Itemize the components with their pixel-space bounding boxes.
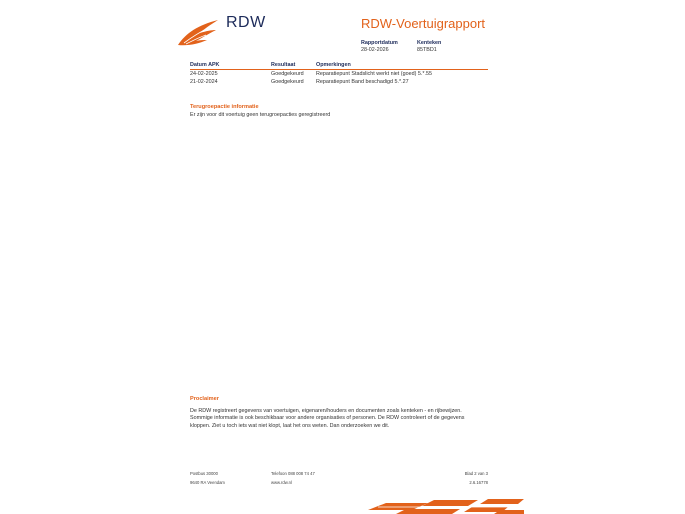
- rapportdatum-value: 28-02-2026: [361, 47, 389, 53]
- rapportdatum-block: [361, 40, 398, 54]
- proclaimer-heading: Proclaimer: [190, 396, 219, 402]
- footer-postbus: Postbus 30000: [190, 471, 218, 476]
- table-cell-opmerkingen: Reparatiepunt Stadslicht werkt niet (goed) 5.*.55: [316, 71, 432, 77]
- proclaimer-line: kloppen. Ziet u toch iets wat niet klopt, laat het ons weten. Dan onderzoeken we dit.: [190, 422, 390, 429]
- table-row: [190, 78, 488, 86]
- footer-telefoon: Telefoon 088 008 74 47: [271, 471, 315, 476]
- rdw-logo-icon: [176, 19, 220, 47]
- column-header-resultaat: Resultaat: [271, 60, 316, 70]
- kenteken-label: Kenteken: [417, 40, 442, 46]
- table-cell-resultaat: Goedgekeurd: [271, 71, 304, 77]
- table-cell-datum: 24-02-2025: [190, 71, 218, 77]
- terugroep-text: Er zijn voor dit voertuig geen terugroepacties geregistreerd: [190, 112, 331, 118]
- table-cell-resultaat: Goedgekeurd: [271, 79, 304, 85]
- proclaimer-line: De RDW registreert gegevens van voertuigen, eigenaren/houders en documenten zoals kenteken - en rijbewijzen.: [190, 408, 462, 414]
- kenteken-value: 85TBD1: [417, 47, 437, 53]
- table-cell-opmerkingen: Reparatiepunt Band beschadigd 5.*.27: [316, 79, 409, 85]
- apk-table: [190, 60, 488, 86]
- table-cell-datum: 21-02-2024: [190, 79, 218, 85]
- footer-version: 2.6.16778: [469, 480, 488, 485]
- proclaimer-text: [190, 408, 464, 430]
- footer-page-number: Blad 2 van 3: [464, 471, 488, 476]
- table-header-row: [190, 60, 488, 70]
- kenteken-block: [417, 40, 441, 54]
- proclaimer-line: Sommige informatie is ook beschikbaar voor andere organisaties of personen. De RDW controleert of de gegevens: [190, 415, 465, 422]
- decorative-stripes-icon: [368, 499, 524, 514]
- footer-postcode: 9640 RA Veendam: [190, 480, 225, 485]
- table-row: [190, 70, 488, 79]
- column-header-opmerkingen: Opmerkingen: [316, 60, 488, 70]
- rapportdatum-label: Rapportdatum: [361, 40, 398, 46]
- footer-website[interactable]: www.rdw.nl: [271, 480, 292, 485]
- logo-text: RDW: [226, 14, 266, 31]
- column-header-datum: Datum APK: [190, 60, 271, 70]
- terugroep-heading: Terugroepactie informatie: [190, 104, 259, 110]
- report-title: RDW-Voertuigrapport: [361, 16, 486, 31]
